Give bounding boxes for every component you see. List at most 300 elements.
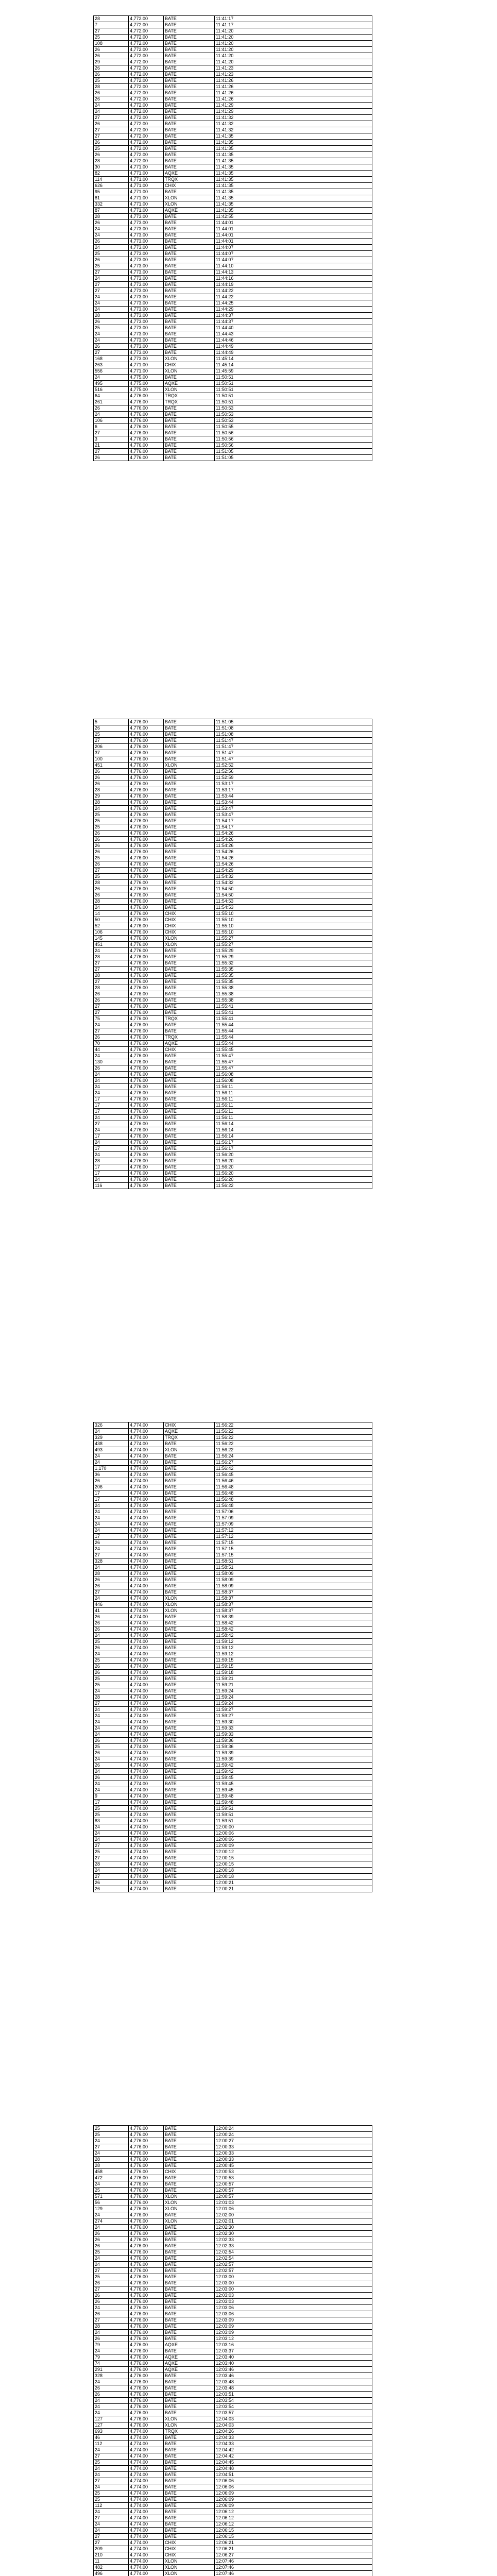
trade-venue-cell: BATE [164,769,215,775]
trade-time-cell: 11:59:39 [215,1750,372,1756]
trade-volume-cell: 26 [94,843,129,849]
trade-venue-cell: BATE [164,96,215,103]
trade-price-cell: 4,776.00 [129,1109,164,1115]
trade-venue-cell: CHIX [164,362,215,368]
trade-volume-cell: 25 [94,146,129,152]
table-row [94,806,372,812]
trade-volume-cell: 24 [94,1528,129,1534]
trade-venue-cell: BATE [164,732,215,738]
trade-time-cell: 12:00:57 [215,2194,372,2200]
trade-price-cell: 4,774.00 [129,1565,164,1571]
trade-volume-cell: 24 [94,276,129,282]
trade-volume-cell: 27 [94,1589,129,1596]
trade-price-cell: 4,773.00 [129,331,164,337]
trade-time-cell: 12:03:16 [215,2342,372,2348]
trade-volume-cell: 3 [94,436,129,443]
trade-price-cell: 4,774.00 [129,1453,164,1460]
trade-venue-cell: XLON [164,936,215,942]
trade-price-cell: 4,774.00 [129,2552,164,2558]
trade-time-cell: 11:59:48 [215,1800,372,1806]
trade-venue-cell: BATE [164,1540,215,1546]
table-row [94,1177,372,1183]
trade-time-cell: 11:50:51 [215,375,372,381]
trade-price-cell: 4,774.00 [129,2478,164,2484]
trade-venue-cell: BATE [164,2330,215,2336]
trade-volume-cell: 26 [94,2237,129,2243]
trade-time-cell: 12:03:03 [215,2293,372,2299]
trade-time-cell: 11:59:12 [215,1645,372,1651]
trade-volume-cell: 274 [94,2218,129,2225]
trade-price-cell: 4,774.00 [129,1824,164,1831]
trade-price-cell: 4,776.00 [129,2157,164,2163]
table-row [94,294,372,300]
trade-price-cell: 4,774.00 [129,1447,164,1453]
trade-price-cell: 4,774.00 [129,2490,164,2497]
table-row [94,2342,372,2348]
trade-price-cell: 4,773.00 [129,263,164,269]
trade-price-cell: 4,776.00 [129,405,164,412]
trade-time-cell: 11:59:36 [215,1738,372,1744]
trade-price-cell: 4,771.00 [129,362,164,368]
trade-venue-cell: BATE [164,1558,215,1565]
table-row [94,1725,372,1732]
trade-time-cell: 12:03:09 [215,2324,372,2330]
table-row [94,2132,372,2138]
trade-time-cell: 11:41:29 [215,109,372,115]
table-row [94,140,372,146]
table-row [94,1577,372,1583]
trade-volume-cell: 24 [94,1732,129,1738]
trade-volume-cell: 446 [94,1602,129,1608]
trade-time-cell: 11:41:20 [215,59,372,65]
table-row [94,189,372,195]
trade-price-cell: 4,774.00 [129,2435,164,2441]
trade-volume-cell: 24 [94,2447,129,2453]
trade-venue-cell: BATE [164,2441,215,2447]
table-row [94,831,372,837]
trade-time-cell: 11:44:37 [215,313,372,319]
table-row [94,837,372,843]
trade-volume-cell: 168 [94,356,129,362]
trade-venue-cell: BATE [164,973,215,979]
trade-time-cell: 12:00:06 [215,1837,372,1843]
trade-time-cell: 11:51:47 [215,744,372,750]
trade-price-cell: 4,772.00 [129,146,164,152]
trade-volume-cell: 451 [94,762,129,769]
table-row [94,319,372,325]
trade-time-cell: 11:56:22 [215,1447,372,1453]
trade-volume-cell: 27 [94,430,129,436]
table-row [94,103,372,109]
trade-volume-cell: 24 [94,2528,129,2534]
trade-price-cell: 4,776.00 [129,997,164,1004]
trade-venue-cell: BATE [164,103,215,109]
table-row [94,2373,372,2379]
trade-volume-cell: 26 [94,781,129,787]
trade-volume-cell: 24 [94,1633,129,1639]
trade-venue-cell: BATE [164,2293,215,2299]
trade-volume-cell: 28 [94,985,129,991]
table-row [94,812,372,818]
trade-venue-cell: BATE [164,158,215,164]
trade-venue-cell: BATE [164,307,215,313]
trade-time-cell: 12:03:06 [215,2311,372,2317]
trade-volume-cell: 24 [94,1781,129,1787]
trade-price-cell: 4,776.00 [129,2249,164,2256]
trade-volume-cell: 26 [94,1645,129,1651]
trade-venue-cell: BATE [164,2274,215,2280]
table-row [94,2453,372,2460]
trade-time-cell: 12:00:18 [215,1874,372,1880]
trade-venue-cell: BATE [164,257,215,263]
trade-venue-cell: BATE [164,1781,215,1787]
trade-time-cell: 11:55:38 [215,985,372,991]
table-row [94,368,372,375]
trade-time-cell: 11:44:16 [215,276,372,282]
trade-time-cell: 11:50:56 [215,436,372,443]
trade-venue-cell: AQXE [164,1429,215,1435]
trade-venue-cell: BATE [164,109,215,115]
trade-volume-cell: 82 [94,171,129,177]
table-row [94,239,372,245]
trade-venue-cell: BATE [164,954,215,960]
table-row [94,1004,372,1010]
trade-time-cell: 12:03:00 [215,2280,372,2286]
trade-venue-cell: BATE [164,2163,215,2169]
table-row [94,1775,372,1781]
trade-price-cell: 4,774.00 [129,2466,164,2472]
table-row [94,892,372,899]
trade-venue-cell: BATE [164,1084,215,1090]
trade-venue-cell: BATE [164,319,215,325]
trade-price-cell: 4,772.00 [129,28,164,35]
trade-venue-cell: BATE [164,72,215,78]
table-row [94,1028,372,1035]
trade-time-cell: 11:54:50 [215,892,372,899]
trade-price-cell: 4,776.00 [129,2348,164,2354]
trade-price-cell: 4,774.00 [129,2460,164,2466]
table-row [94,880,372,886]
trade-venue-cell: BATE [164,418,215,424]
trade-venue-cell: BATE [164,806,215,812]
trade-price-cell: 4,776.00 [129,2218,164,2225]
trade-price-cell: 4,776.00 [129,455,164,461]
trade-volume-cell: 24 [94,1515,129,1521]
trade-venue-cell: BATE [164,2126,215,2132]
trade-volume-cell: 28 [94,1158,129,1164]
trade-price-cell: 4,776.00 [129,430,164,436]
trade-venue-cell: CHIX [164,2540,215,2546]
trade-price-cell: 4,774.00 [129,1750,164,1756]
trade-price-cell: 4,772.00 [129,72,164,78]
trade-venue-cell: AQXE [164,171,215,177]
table-row [94,1078,372,1084]
trade-volume-cell: 27 [94,1843,129,1849]
trade-volume-cell: 106 [94,418,129,424]
trade-volume-cell: 26 [94,1478,129,1484]
trade-time-cell: 12:03:40 [215,2354,372,2361]
trade-time-cell: 11:41:35 [215,183,372,189]
trade-venue-cell: BATE [164,1534,215,1540]
trade-volume-cell: 24 [94,1177,129,1183]
trade-price-cell: 4,774.00 [129,1744,164,1750]
trade-volume-cell: 127 [94,2416,129,2422]
trade-venue-cell: BATE [164,1719,215,1725]
trade-price-cell: 4,776.00 [129,2361,164,2367]
table-row [94,874,372,880]
trade-venue-cell: BATE [164,1115,215,1121]
trade-price-cell: 4,774.00 [129,1540,164,1546]
trade-time-cell: 11:55:35 [215,967,372,973]
trade-time-cell: 11:57:12 [215,1534,372,1540]
trade-volume-cell: 24 [94,1787,129,1793]
trade-venue-cell: BATE [164,2256,215,2262]
trade-price-cell: 4,776.00 [129,855,164,861]
trade-volume-cell: 24 [94,1713,129,1719]
table-row [94,1800,372,1806]
trade-volume-cell: 24 [94,1460,129,1466]
trade-venue-cell: CHIX [164,2552,215,2558]
trade-volume-cell: 24 [94,245,129,251]
trade-price-cell: 4,774.00 [129,1831,164,1837]
trade-price-cell: 4,773.00 [129,350,164,356]
table-row [94,2237,372,2243]
trade-volume-cell: 28 [94,2324,129,2330]
table-row [94,344,372,350]
trade-volume-cell: 25 [94,818,129,824]
trade-price-cell: 4,775.00 [129,381,164,387]
trade-venue-cell: BATE [164,53,215,59]
table-row [94,1645,372,1651]
trade-venue-cell: BATE [164,738,215,744]
trade-price-cell: 4,776.00 [129,1004,164,1010]
table-row [94,325,372,331]
trade-time-cell: 11:58:37 [215,1608,372,1614]
trade-time-cell: 12:00:33 [215,2150,372,2157]
trade-volume-cell: 24 [94,2181,129,2188]
trade-time-cell: 11:41:29 [215,103,372,109]
trade-volume-cell: 52 [94,923,129,929]
trade-price-cell: 4,776.00 [129,2212,164,2218]
trade-time-cell: 11:56:14 [215,1133,372,1140]
trade-time-cell: 12:00:57 [215,2181,372,2188]
trade-time-cell: 11:56:11 [215,1103,372,1109]
trade-volume-cell: 28 [94,954,129,960]
trade-volume-cell: 24 [94,1831,129,1837]
trade-time-cell: 11:54:53 [215,899,372,905]
trade-venue-cell: BATE [164,59,215,65]
trade-venue-cell: BATE [164,2157,215,2163]
trade-venue-cell: BATE [164,1880,215,1886]
table-row [94,762,372,769]
trade-price-cell: 4,774.00 [129,1466,164,1472]
table-row [94,1515,372,1521]
trade-time-cell: 12:03:00 [215,2286,372,2293]
trade-venue-cell: BATE [164,1725,215,1732]
trade-time-cell: 12:06:12 [215,2521,372,2528]
trade-time-cell: 12:00:45 [215,2163,372,2169]
trade-volume-cell: 26 [94,725,129,732]
table-row [94,1497,372,1503]
table-row [94,1441,372,1447]
table-row [94,1806,372,1812]
trade-price-cell: 4,772.00 [129,59,164,65]
trade-venue-cell: BATE [164,985,215,991]
table-row [94,1769,372,1775]
trade-time-cell: 11:41:20 [215,47,372,53]
trade-volume-cell: 24 [94,2256,129,2262]
table-row [94,2157,372,2163]
table-row [94,288,372,294]
trade-venue-cell: BATE [164,1490,215,1497]
trade-price-cell: 4,773.00 [129,269,164,276]
trade-volume-cell: 451 [94,942,129,948]
trade-volume-cell: 24 [94,331,129,337]
trade-time-cell: 11:55:44 [215,1035,372,1041]
trade-price-cell: 4,776.00 [129,2336,164,2342]
trade-volume-cell: 17 [94,1109,129,1115]
trade-time-cell: 11:56:14 [215,1121,372,1127]
trade-volume-cell: 26 [94,1614,129,1620]
trade-volume-cell: 25 [94,1806,129,1812]
trade-venue-cell: BATE [164,1140,215,1146]
trade-volume-cell: 27 [94,1028,129,1035]
table-row [94,2317,372,2324]
trade-time-cell: 12:06:15 [215,2534,372,2540]
trade-time-cell: 11:51:08 [215,725,372,732]
table-row [94,793,372,800]
trade-price-cell: 4,776.00 [129,843,164,849]
trade-venue-cell: BATE [164,2398,215,2404]
trade-price-cell: 4,776.00 [129,2354,164,2361]
trade-volume-cell: 25 [94,732,129,738]
trade-volume-cell: 27 [94,269,129,276]
trade-price-cell: 4,776.00 [129,1103,164,1109]
trade-volume-cell: 27 [94,2144,129,2150]
trade-price-cell: 4,771.00 [129,189,164,195]
trade-price-cell: 4,774.00 [129,1725,164,1732]
trade-price-cell: 4,771.00 [129,208,164,214]
trade-price-cell: 4,776.00 [129,418,164,424]
table-row [94,2478,372,2484]
trade-time-cell: 11:50:53 [215,412,372,418]
trade-volume-cell: 26 [94,96,129,103]
trade-time-cell: 11:55:38 [215,997,372,1004]
trade-time-cell: 11:54:26 [215,831,372,837]
trade-price-cell: 4,776.00 [129,2317,164,2324]
trade-venue-cell: BATE [164,892,215,899]
trade-venue-cell: BATE [164,2478,215,2484]
trade-volume-cell: 28 [94,899,129,905]
trade-venue-cell: BATE [164,1109,215,1115]
trade-venue-cell: BATE [164,1855,215,1861]
trade-volume-cell: 106 [94,929,129,936]
trade-venue-cell: CHIX [164,929,215,936]
trade-time-cell: 11:44:46 [215,337,372,344]
trade-time-cell: 11:51:05 [215,455,372,461]
trade-volume-cell: 24 [94,1022,129,1028]
table-row [94,337,372,344]
trade-venue-cell: XLON [164,2206,215,2212]
trade-volume-cell: 26 [94,47,129,53]
trade-price-cell: 4,773.00 [129,226,164,232]
trade-price-cell: 4,774.00 [129,1639,164,1645]
trade-volume-cell: 25 [94,824,129,831]
trade-price-cell: 4,776.00 [129,2150,164,2157]
trade-venue-cell: BATE [164,2373,215,2379]
trade-time-cell: 11:50:56 [215,430,372,436]
trade-volume-cell: 27 [94,282,129,288]
trade-price-cell: 4,773.00 [129,232,164,239]
trade-price-cell: 4,774.00 [129,1441,164,1447]
trade-volume-cell: 26 [94,72,129,78]
trade-time-cell: 11:56:17 [215,1146,372,1152]
trade-volume-cell: 24 [94,2484,129,2490]
trade-time-cell: 11:53:17 [215,787,372,793]
table-row [94,2305,372,2311]
trade-volume-cell: 112 [94,2441,129,2447]
table-row [94,405,372,412]
table-row [94,1694,372,1701]
trade-venue-cell: BATE [164,880,215,886]
trade-price-cell: 4,776.00 [129,2231,164,2237]
table-row [94,251,372,257]
table-row [94,1041,372,1047]
trade-price-cell: 4,775.00 [129,387,164,393]
table-row [94,436,372,443]
trade-time-cell: 11:44:07 [215,245,372,251]
trade-volume-cell: 24 [94,337,129,344]
trade-volume-cell: 64 [94,393,129,399]
trade-volume-cell: 26 [94,65,129,72]
trade-venue-cell: AQXE [164,208,215,214]
trade-price-cell: 4,774.00 [129,1676,164,1682]
table-row [94,732,372,738]
trade-venue-cell: BATE [164,1164,215,1171]
trade-volume-cell: 291 [94,2367,129,2373]
trade-price-cell: 4,774.00 [129,1762,164,1769]
trade-time-cell: 12:04:03 [215,2422,372,2429]
trade-time-cell: 11:44:22 [215,288,372,294]
trade-volume-cell: 206 [94,1484,129,1490]
trade-venue-cell: TRQX [164,1035,215,1041]
trade-venue-cell: AQXE [164,1041,215,1047]
trade-price-cell: 4,776.00 [129,449,164,455]
trade-venue-cell: BATE [164,2231,215,2237]
table-row [94,1133,372,1140]
trade-volume-cell: 25 [94,1744,129,1750]
table-row [94,2200,372,2206]
table-row [94,1521,372,1528]
trade-time-cell: 11:56:22 [215,1183,372,1189]
trade-volume-cell: 24 [94,2472,129,2478]
trade-volume-cell: 26 [94,2385,129,2392]
trade-venue-cell: BATE [164,1744,215,1750]
trade-volume-cell: 17 [94,1534,129,1540]
trade-venue-cell: BATE [164,1053,215,1059]
trade-price-cell: 4,776.00 [129,1171,164,1177]
table-row [94,2429,372,2435]
trade-venue-cell: BATE [164,22,215,28]
trade-venue-cell: BATE [164,449,215,455]
table-row [94,115,372,121]
trade-venue-cell: BATE [164,375,215,381]
trade-time-cell: 11:58:09 [215,1577,372,1583]
trade-venue-cell: BATE [164,1521,215,1528]
trade-volume-cell: 28 [94,158,129,164]
table-row [94,2274,372,2280]
table-row [94,948,372,954]
